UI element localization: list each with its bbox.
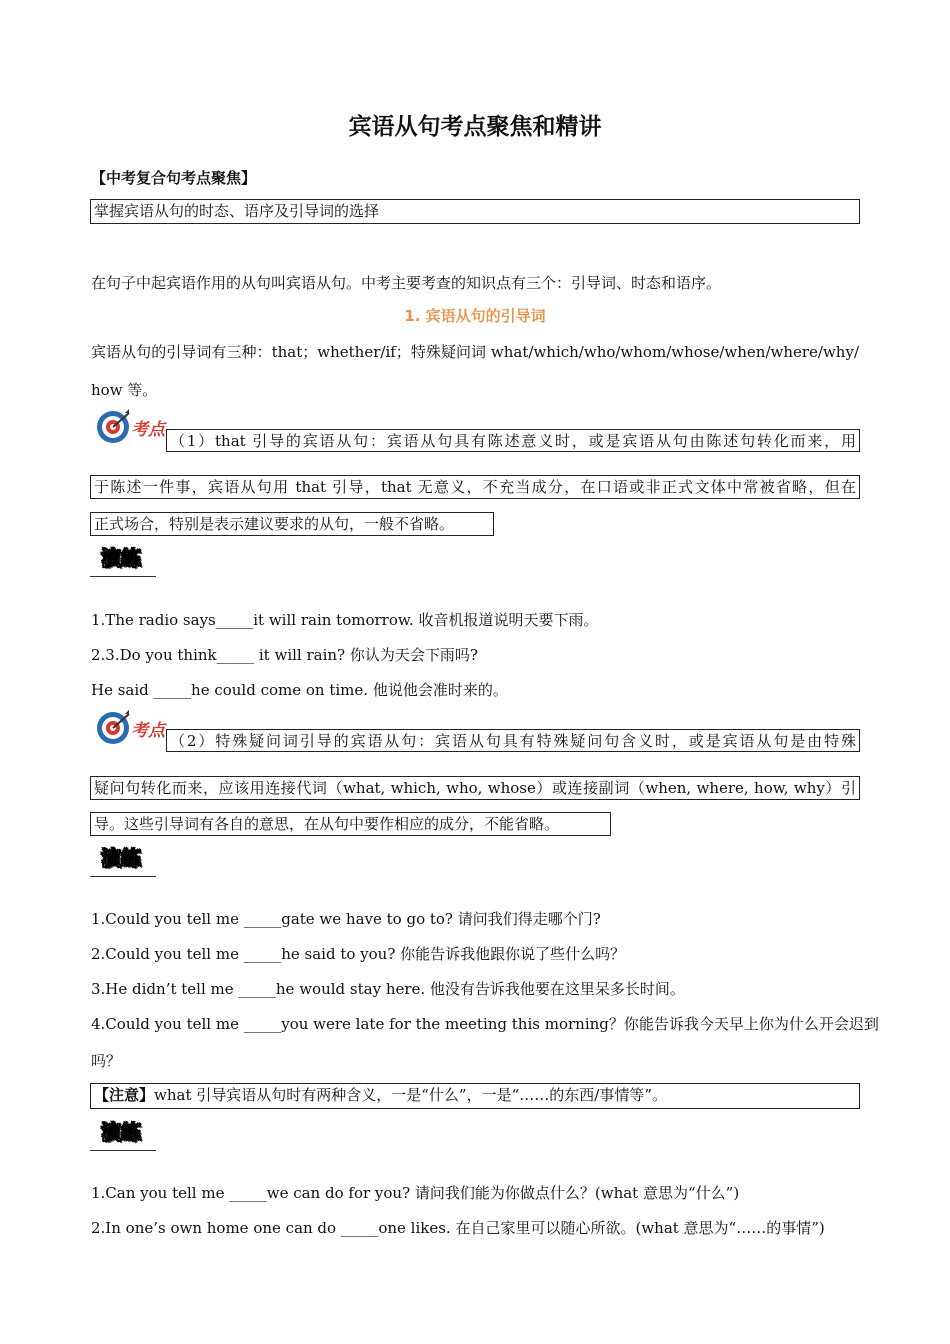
page-title: 宾语从句考点聚焦和精讲 <box>348 113 602 140</box>
yanlian-label: 演练 <box>101 846 141 870</box>
note-label: 【注意】 <box>94 1086 155 1104</box>
yanlian-label: 演练 <box>101 1120 141 1144</box>
note-box <box>90 1083 860 1109</box>
exercise-2-item-4-cont: 吗？ <box>91 1052 122 1070</box>
exercise-1-item-2: 2.3.Do you think_____ it will rain? 你认为天会下雨吗? <box>91 646 478 664</box>
yanlian-badge <box>90 843 156 877</box>
kaodian-badge <box>95 407 169 447</box>
exercise-1-item-1: 1.The radio says_____it will rain tomorrow. 收音机报道说明天要下雨。 <box>91 611 599 629</box>
para-1-line-2: how 等。 <box>91 381 158 399</box>
subheading-introducers: 1. 宾语从句的引导词 <box>404 307 546 325</box>
point-1-line-1: （1）that 引导的宾语从句：宾语从句具有陈述意义时，或是宾语从句由陈述句转化而来，用 <box>166 429 860 452</box>
exercise-3-item-1: 1.Can you tell me _____we can do for you? 请问我们能为你做点什么？(what 意思为“什么”) <box>91 1184 740 1202</box>
point-1-line-3: 正式场合，特别是表示建议要求的从句，一般不省略。 <box>90 512 494 536</box>
yanlian-underline <box>90 876 156 878</box>
kaodian-label: 考点 <box>131 721 165 741</box>
yanlian-label: 演练 <box>101 546 141 570</box>
para-1-line-1: 宾语从句的引导词有三种：that；whether/if；特殊疑问词 what/which/who/whom/whose/when/where/why/ <box>91 343 859 361</box>
focus-box <box>90 199 860 224</box>
note-text: what 引导宾语从句时有两种含义，一是“什么”，一是“……的东西/事情等”。 <box>154 1086 667 1104</box>
section-heading: 【中考复合句考点聚焦】 <box>91 169 257 187</box>
point-1-line-2: 于陈述一件事，宾语从句用 that 引导，that 无意义，不充当成分，在口语或非正式文体中常被省略，但在 <box>90 475 860 499</box>
exercise-3-item-2: 2.In one’s own home one can do _____one likes. 在自己家里可以随心所欲。(what 意思为“……的事情”) <box>91 1219 825 1237</box>
yanlian-badge <box>90 543 156 577</box>
yanlian-badge <box>90 1117 156 1151</box>
kaodian-label: 考点 <box>131 420 165 440</box>
yanlian-underline <box>90 1150 156 1152</box>
point-2-line-3: 导。这些引导词有各自的意思，在从句中要作相应的成分，不能省略。 <box>90 812 611 836</box>
intro-paragraph: 在句子中起宾语作用的从句叫宾语从句。中考主要考查的知识点有三个：引导词、时态和语序。 <box>91 274 722 292</box>
point-2-line-1: （2）特殊疑问词引导的宾语从句：宾语从句具有特殊疑问句含义时，或是宾语从句是由特殊 <box>166 729 860 752</box>
exercise-1-item-3: He said _____he could come on time. 他说他会准时来的。 <box>91 681 508 699</box>
exercise-2-item-2: 2.Could you tell me _____he said to you? 你能告诉我他跟你说了些什么吗？ <box>91 945 626 963</box>
kaodian-badge <box>95 708 169 748</box>
exercise-2-item-3: 3.He didn’t tell me _____he would stay here. 他没有告诉我他要在这里呆多长时间。 <box>91 980 685 998</box>
exercise-2-item-1: 1.Could you tell me _____gate we have to go to? 请问我们得走哪个门? <box>91 910 601 928</box>
yanlian-underline <box>90 576 156 578</box>
exercise-2-item-4: 4.Could you tell me _____you were late for the meeting this morning？你能告诉我今天早上你为什么开会迟到 <box>91 1015 879 1033</box>
point-2-line-2: 疑问句转化而来，应该用连接代词（what, which, who, whose）或连接副词（when, where, how, why）引 <box>90 776 860 800</box>
focus-box-text: 掌握宾语从句的时态、语序及引导词的选择 <box>94 202 380 220</box>
